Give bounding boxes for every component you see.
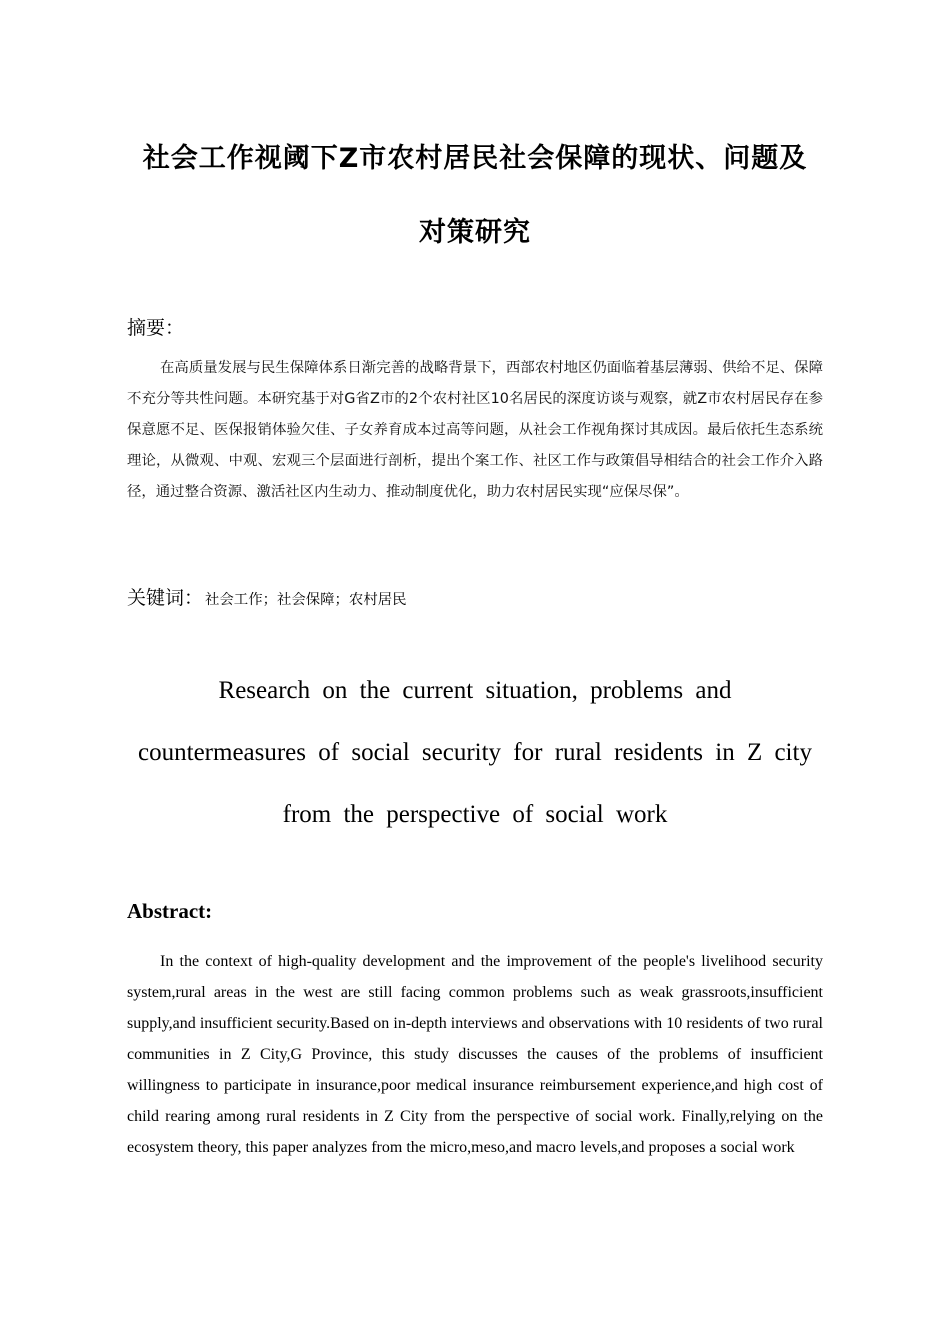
english-title-line-2: countermeasures of social security for rural residents in Z city (138, 739, 812, 766)
english-title-line-1: Research on the current situation, problems and (218, 677, 732, 704)
keywords-heading: 关键词： (127, 587, 204, 609)
chinese-abstract-body: 在高质量发展与民生保障体系日渐完善的战略背景下，西部农村地区仍面临着基层薄弱、供给不足、保障不充分等共性问题。本研究基于对G省Z市的2个农村社区10名居民的深度访谈与观察，就Z市农村居民存在参保意愿不足、医保报销体验欠佳、子女养育成本过高等问题，从社会工作视角探讨其成因。最后依托生态系统理论，从微观、中观、宏观三个层面进行剖析，提出个案工作、社区工作与政策倡导相结合的社会工作介入路径，通过整合资源、激活社区内生动力、推动制度优化，助力农村居民实现“应保尽保”。 (127, 360, 823, 500)
english-abstract-heading: Abstract: (127, 899, 213, 923)
chinese-abstract-heading: 摘要： (127, 317, 185, 339)
chinese-title-line-1: 社会工作视阈下Z市农村居民社会保障的现状、问题及 (142, 143, 808, 174)
chinese-title-line-2: 对策研究 (419, 217, 531, 248)
keywords-text: 社会工作；社会保障；农村居民 (205, 592, 407, 608)
chinese-keywords (127, 583, 407, 610)
english-title-line-3: from the perspective of social work (282, 801, 668, 828)
english-abstract-body: In the context of high-quality development and the improvement of the people's livelihood security system,rural areas in the west are still facing common problems such as weak grassroots,insufficient supply,and insufficient security.Based on in-depth interviews and observations with 10 residents of two rural communities in Z City,G Province, this study discusses the causes of the problems of insufficient willingness to participate in insurance,poor medical insurance reimbursement experience,and high cost of child rearing among rural residents in Z City from the perspective of social work. Finally,relying on the ecosystem theory, this paper analyzes from the micro,meso,and macro levels,and proposes a social work (127, 953, 823, 1156)
